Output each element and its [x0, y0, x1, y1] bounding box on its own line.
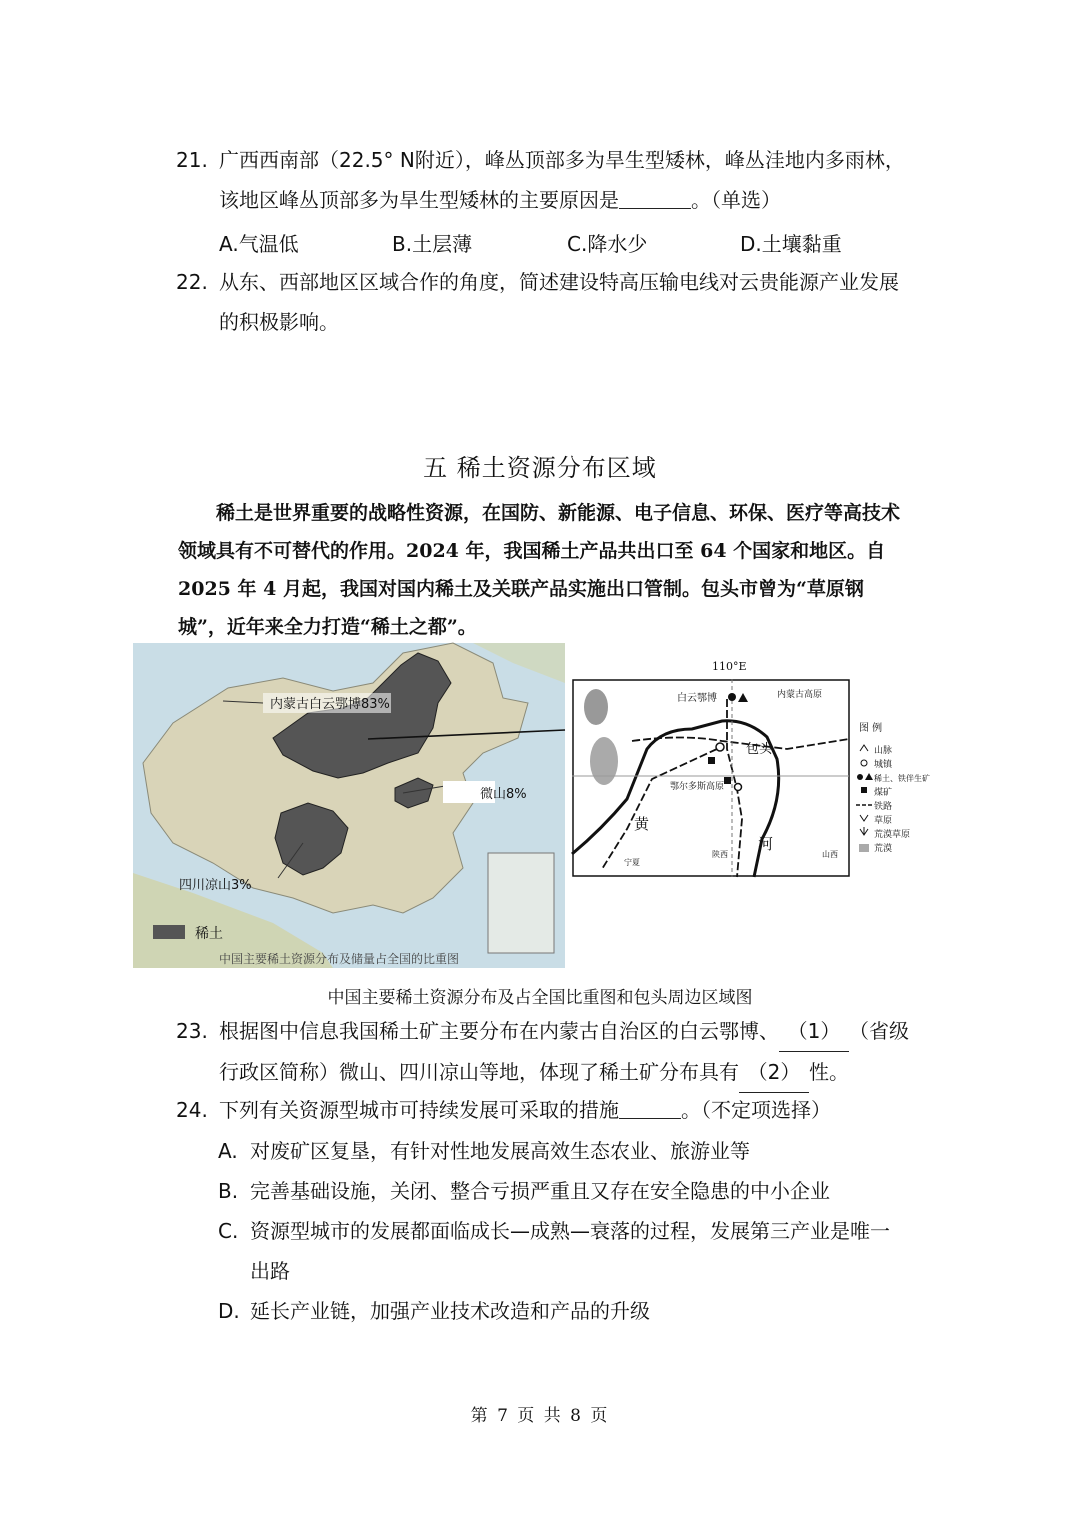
intro-paragraph: 稀土是世界重要的战略性资源，在国防、新能源、电子信息、环保、医疗等高技术领域具有不可替代的作用。2024 年，我国稀土产品共出口至 64 个国家和地区。自 2025 年 4 月起，我国对国内稀土及关联产品实施出口管制。包头市曾为“草原钢城”，近年来全力打造“稀土之都”。 — [178, 502, 901, 638]
legend-desert: 荒漠 — [874, 844, 893, 854]
label-baotou: 包头 — [746, 742, 773, 757]
label-inner-mongolia: 内蒙古白云鄂博83% — [270, 697, 390, 712]
label-he: 河 — [758, 835, 774, 853]
question-text: 性。 — [809, 1060, 849, 1084]
question-number: 23. — [176, 1019, 208, 1043]
question-number: 24. — [176, 1098, 208, 1122]
option-letter: C. — [218, 1219, 239, 1243]
question-text: 从东、西部地区区域合作的角度，简述建设特高压输电线对云贵能源产业发展的积极影响。 — [219, 270, 899, 334]
legend-coal: 煤矿 — [874, 788, 893, 798]
coal-mine — [708, 757, 715, 764]
rare-earth-mine — [728, 693, 736, 701]
q24-options — [218, 1131, 918, 1331]
label-weishan: 微山8% — [480, 787, 527, 802]
option-c[interactable] — [218, 1211, 905, 1291]
question-text: 根据图中信息我国稀土矿主要分布在内蒙古自治区的白云鄂博、 — [219, 1019, 779, 1043]
question-text: 广西西南部（22.5° N附近），峰丛顶部多为旱生型矮林，峰丛洼地内多雨林，该地区峰丛顶部多为旱生型矮林的主要原因是 — [219, 148, 905, 212]
q21-options — [219, 228, 919, 256]
label-shaanxi: 陕西 — [712, 850, 728, 859]
legend-grassland: 草原 — [874, 816, 893, 826]
option-c[interactable]: C.降水少 — [567, 232, 648, 256]
label-baiyun: 白云鄂博 — [677, 693, 717, 704]
legend-mountain: 山脉 — [874, 746, 893, 756]
answer-blank[interactable] — [619, 188, 691, 209]
option-text: 延长产业链，加强产业技术改造和产品的升级 — [250, 1299, 650, 1323]
question-number: 21. — [176, 148, 208, 172]
legend-rare-earth-label: 稀土 — [195, 926, 223, 942]
label-ningxia: 宁夏 — [624, 858, 640, 867]
legend-town: 城镇 — [874, 760, 893, 770]
option-text: 资源型城市的发展都面临成长—成熟—衰落的过程，发展第三产业是唯一出路 — [250, 1219, 890, 1283]
legend-rare-earth-iron: 稀土、铁伴生矿 — [874, 774, 930, 783]
section-title: 五 稀土资源分布区域 — [423, 454, 657, 482]
answer-blank-2[interactable]: （2） — [739, 1052, 809, 1093]
label-sichuan: 四川凉山3% — [179, 878, 252, 893]
answer-blank[interactable] — [619, 1098, 681, 1119]
figure-caption: 中国主要稀土资源分布及占全国比重图和包头周边区域图 — [327, 988, 753, 1008]
option-a[interactable] — [218, 1131, 918, 1171]
baotou-region-map — [572, 679, 930, 877]
question-suffix: 。（不定项选择） — [681, 1098, 831, 1122]
map-frame — [573, 680, 849, 876]
option-text: 对废矿区复垦，有针对性地发展高效生态农业、旅游业等 — [250, 1139, 750, 1163]
option-letter: A. — [218, 1139, 238, 1163]
question-number: 22. — [176, 270, 208, 294]
label-shanxi: 山西 — [822, 850, 838, 859]
baotou-town — [716, 743, 724, 751]
label-ordos: 鄂尔多斯高原 — [670, 782, 725, 792]
option-text: 完善基础设施，关闭、整合亏损严重且又存在安全隐患的中小企业 — [250, 1179, 830, 1203]
legend-rare-earth-swatch — [153, 925, 185, 939]
option-letter: B. — [218, 1179, 239, 1203]
option-a[interactable]: A.气温低 — [219, 232, 299, 256]
question-suffix: 。（单选） — [691, 188, 781, 212]
option-d[interactable]: D.土壤黏重 — [740, 232, 842, 256]
question-text: （省级行政区简称）微山、四川凉山等地，体现了稀土矿分布具有 — [219, 1019, 909, 1084]
option-d[interactable] — [218, 1291, 918, 1331]
legend-railway: 铁路 — [874, 802, 893, 812]
china-rare-earth-map — [133, 643, 565, 968]
legend-desert-grassland: 荒漠草原 — [874, 830, 911, 840]
section-intro — [178, 494, 906, 646]
legend-title: 图 例 — [859, 723, 883, 734]
option-b[interactable]: B.土层薄 — [392, 232, 473, 256]
answer-blank-1[interactable]: （1） — [779, 1011, 849, 1052]
label-huang: 黄 — [634, 815, 650, 833]
option-b[interactable] — [218, 1171, 918, 1211]
desert-patch — [584, 689, 608, 725]
map-inner-caption: 中国主要稀土资源分布及储量占全国的比重图 — [219, 952, 460, 966]
desert-patch — [590, 737, 618, 785]
option-letter: D. — [218, 1299, 240, 1323]
town-marker — [735, 784, 742, 791]
page-footer: 第 7 页 共 8 页 — [470, 1406, 610, 1426]
label-plateau: 内蒙古高原 — [777, 690, 823, 700]
question-text: 下列有关资源型城市可持续发展可采取的措施 — [219, 1098, 619, 1122]
coal-mine — [724, 777, 731, 784]
south-sea-inset — [488, 853, 554, 953]
meridian-label: 110°E — [712, 660, 747, 673]
